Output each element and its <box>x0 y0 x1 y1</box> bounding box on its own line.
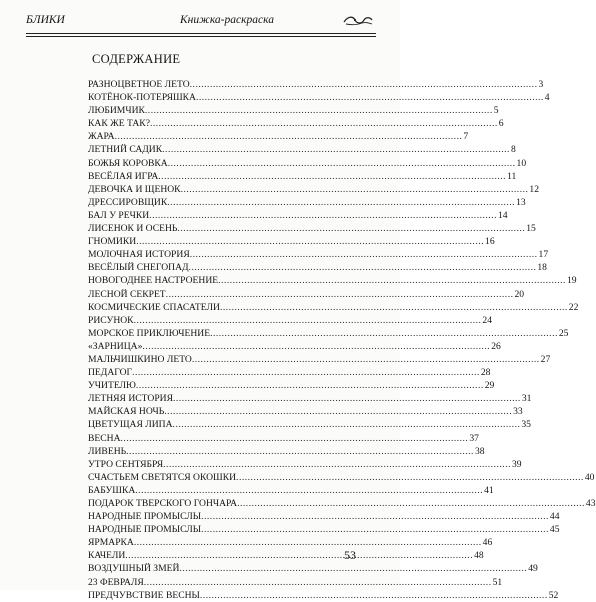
toc-entry <box>88 576 503 589</box>
toc-entry <box>88 183 539 196</box>
toc-entry-title: ПЕДАГОГ <box>88 367 133 379</box>
toc-entry-title: УЧИТЕЛЮ <box>88 380 136 392</box>
toc-entry-title: ДЕВОЧКА И ЩЕНОК <box>88 183 181 195</box>
dot-leader <box>134 536 482 549</box>
dot-leader <box>164 405 512 418</box>
dot-leader <box>196 91 544 104</box>
toc-entry <box>88 536 493 549</box>
toc-entry-page: 8 <box>510 144 516 156</box>
toc-entry-page: 22 <box>568 301 579 313</box>
toc-entry <box>88 405 523 418</box>
dot-leader <box>192 353 540 366</box>
toc-entry <box>88 314 492 327</box>
toc-entry-page: 52 <box>548 589 559 601</box>
toc-entry <box>88 130 469 143</box>
toc-entry-title: ЛЕСНОЙ СЕКРЕТ <box>88 288 166 300</box>
toc-entry-page: 14 <box>497 209 508 221</box>
toc-entry <box>88 484 494 497</box>
toc-entry-page: 51 <box>492 576 503 588</box>
toc-entry-title: КОТЁНОК-ПОТЕРЯШКА <box>88 92 196 104</box>
toc-entry-title: НОВОГОДНЕЕ НАСТРОЕНИЕ <box>88 275 219 287</box>
toc-entry-page: 35 <box>521 419 531 431</box>
toc-entry-page: 7 <box>463 131 469 143</box>
decorative-swirl-icon <box>342 13 374 27</box>
toc-entry-title: ЛЮБИМЧИК <box>88 105 145 117</box>
toc-entry <box>88 301 579 314</box>
toc-entry-page: 19 <box>566 275 577 287</box>
toc-entry <box>88 445 485 458</box>
dot-leader <box>115 130 463 143</box>
dot-leader <box>190 248 538 261</box>
toc-entry-title: ПОДАРОК ТВЕРСКОГО ГОНЧАРА <box>88 498 238 509</box>
toc-entry <box>88 471 595 484</box>
toc-entry <box>88 209 508 222</box>
toc-entry <box>88 379 495 392</box>
toc-entry-page: 43 <box>585 498 596 509</box>
toc-entry-title: ВЕСНА <box>88 432 121 444</box>
toc-entry <box>88 104 499 117</box>
dot-leader <box>150 117 498 130</box>
dot-leader <box>201 523 549 536</box>
dot-leader <box>190 78 538 91</box>
toc-entry-page: 41 <box>484 484 494 496</box>
toc-entry-title: ВЕСЁЛЫЙ СНЕГОПАД <box>88 262 189 274</box>
dot-leader <box>136 235 484 248</box>
dot-leader <box>126 445 474 458</box>
dot-leader <box>132 366 480 379</box>
toc-entry <box>88 78 544 91</box>
toc-entry-page: 12 <box>529 183 539 195</box>
toc-entry-title: СЧАСТЬЕМ СВЕТЯТСЯ ОКОШКИ <box>88 471 237 483</box>
toc-entry-page: 48 <box>474 550 484 562</box>
running-header <box>26 9 374 31</box>
toc-entry-page: 44 <box>549 511 560 523</box>
toc-entry-title: УТРО СЕНТЯБРЯ <box>88 458 164 470</box>
toc-entry-title: МОЛОЧНАЯ ИСТОРИЯ <box>88 249 190 261</box>
toc-entry-page: 37 <box>469 432 479 444</box>
dot-leader <box>168 157 516 170</box>
toc-entry <box>88 157 527 170</box>
toc-entry-page: 38 <box>474 445 485 457</box>
toc-entry <box>88 143 516 156</box>
toc-entry-title: ВЕСЁЛАЯ ИГРА <box>88 170 159 182</box>
toc-entry-page: 25 <box>558 327 569 339</box>
toc-entry <box>88 562 538 575</box>
dot-leader <box>179 562 527 575</box>
toc-entry-title: МАЛЬЧИШКИНО ЛЕТО <box>88 353 192 365</box>
dot-leader <box>136 379 484 392</box>
toc-entry-title: ПРЕДЧУВСТВИЕ ВЕСНЫ <box>88 589 200 601</box>
toc-entry <box>88 353 551 366</box>
toc-entry <box>88 327 569 340</box>
toc-entry <box>88 248 549 261</box>
toc-entry <box>88 274 577 287</box>
toc-entry-title: МОРСКОЕ ПРИКЛЮЧЕНИЕ <box>88 327 211 339</box>
page-number: 53 <box>344 548 356 562</box>
toc-entry-title: КАК ЖЕ ТАК? <box>88 118 150 130</box>
toc-entry <box>88 418 531 431</box>
toc-entry-page: 33 <box>513 406 523 418</box>
toc-entry-page: 5 <box>493 105 499 117</box>
dot-leader <box>173 392 521 405</box>
toc-entry-page: 18 <box>537 262 547 274</box>
dot-leader <box>125 549 473 562</box>
toc-entry-title: 23 ФЕВРАЛЯ <box>88 576 144 588</box>
dot-leader <box>210 327 558 340</box>
toc-entry-title: РИСУНОК <box>88 314 134 326</box>
toc-entry-title: ЛИВЕНЬ <box>88 445 127 457</box>
dot-leader <box>220 301 568 314</box>
toc-entry-page: 16 <box>485 236 495 248</box>
toc-entry-title: БАЛ У РЕЧКИ <box>88 209 150 221</box>
toc-entry-page: 20 <box>514 288 525 300</box>
dot-leader <box>149 209 497 222</box>
toc-entry-title: КОСМИЧЕСКИЕ СПАСАТЕЛИ <box>88 301 220 313</box>
toc-entry-title: БОЖЬЯ КОРОВКА <box>88 157 168 169</box>
dot-leader <box>218 274 566 287</box>
toc-entry-title: РАЗНОЦВЕТНОЕ ЛЕТО <box>88 79 190 90</box>
toc-entry <box>88 222 536 235</box>
toc-entry-title: ЛИСЕНОК И ОСЕНЬ <box>88 223 178 235</box>
toc-entry-page: 11 <box>507 170 517 182</box>
toc-entry <box>88 523 560 536</box>
toc-title: СОДЕРЖАНИЕ <box>92 52 181 66</box>
toc-entry <box>88 497 596 510</box>
toc-entry <box>88 288 525 301</box>
toc-entry-page: 3 <box>538 79 544 90</box>
dot-leader <box>237 497 585 510</box>
toc-entry <box>88 261 547 274</box>
header-rule <box>26 33 376 37</box>
toc-entry-title: ЖАРА <box>88 131 115 143</box>
dot-leader <box>236 471 584 484</box>
dot-leader <box>177 222 525 235</box>
toc-entry-title: ВОЗДУШНЫЙ ЗМЕЙ <box>88 563 180 575</box>
toc-entry <box>88 235 495 248</box>
toc-entry-page: 45 <box>549 524 560 536</box>
toc-entry-title: БАБУШКА <box>88 484 136 496</box>
dot-leader <box>181 183 529 196</box>
dot-leader <box>144 576 492 589</box>
toc-entry <box>88 510 560 523</box>
toc-entry <box>88 589 559 602</box>
toc-entry-page: 31 <box>521 393 532 405</box>
toc-entry-title: ЦВЕТУЩАЯ ЛИПА <box>88 419 173 431</box>
toc-entry <box>88 432 479 445</box>
dot-leader <box>163 458 511 471</box>
toc-entry-title: ДРЕССИРОВЩИК <box>88 196 168 208</box>
toc-entry-page: 26 <box>491 340 501 352</box>
toc-entry-page: 49 <box>528 563 538 575</box>
dot-leader <box>166 288 514 301</box>
toc-entry-page: 4 <box>544 92 550 104</box>
series-name: БЛИКИ <box>26 14 65 26</box>
toc-entry-page: 24 <box>482 314 492 326</box>
toc-entry <box>88 170 517 183</box>
dot-leader <box>134 314 482 327</box>
toc-entry-page: 28 <box>480 367 491 379</box>
dot-leader <box>167 196 515 209</box>
toc-entry-page: 10 <box>516 157 527 169</box>
toc-entry-title: МАЙСКАЯ НОЧЬ <box>88 406 165 418</box>
dot-leader <box>158 170 506 183</box>
toc-entry <box>88 196 526 209</box>
toc-entry <box>88 340 501 353</box>
toc-entry-page: 39 <box>511 458 522 470</box>
toc-entry <box>88 117 504 130</box>
toc-entry <box>88 392 532 405</box>
toc-entry-page: 17 <box>538 249 549 261</box>
dot-leader <box>135 484 483 497</box>
toc-entry-title: КАЧЕЛИ <box>88 550 126 562</box>
dot-leader <box>201 510 549 523</box>
toc-entry-page: 27 <box>540 353 551 365</box>
toc-entry <box>88 366 491 379</box>
toc-entry-page: 6 <box>498 118 504 130</box>
toc-entry-title: ЛЕТНЯЯ ИСТОРИЯ <box>88 393 174 405</box>
dot-leader <box>162 143 510 156</box>
book-title: Книжка-раскраска <box>180 14 274 26</box>
toc-entry <box>88 91 550 104</box>
toc-entry-title: ЛЕТНИЙ САДИК <box>88 144 163 156</box>
toc-entry-title: «ЗАРНИЦА» <box>88 340 143 352</box>
toc-entry <box>88 458 522 471</box>
dot-leader <box>145 104 493 117</box>
dot-leader <box>189 261 537 274</box>
dot-leader <box>173 418 521 431</box>
dot-leader <box>121 432 469 445</box>
toc-entry-title: ЯРМАРКА <box>88 537 134 549</box>
toc-entry-page: 40 <box>584 471 595 483</box>
toc-entry-title: НАРОДНЫЕ ПРОМЫСЛЫ <box>88 524 202 536</box>
toc-entry-page: 46 <box>482 537 493 549</box>
toc-entry-title: НАРОДНЫЕ ПРОМЫСЛЫ <box>88 511 202 523</box>
dot-leader <box>200 589 548 602</box>
dot-leader <box>142 340 490 353</box>
toc-entry-page: 29 <box>484 380 495 392</box>
toc-entry-title: ГНОМИКИ <box>88 236 137 248</box>
toc-entry-page: 13 <box>516 196 526 208</box>
toc-entry-page: 15 <box>526 223 536 235</box>
